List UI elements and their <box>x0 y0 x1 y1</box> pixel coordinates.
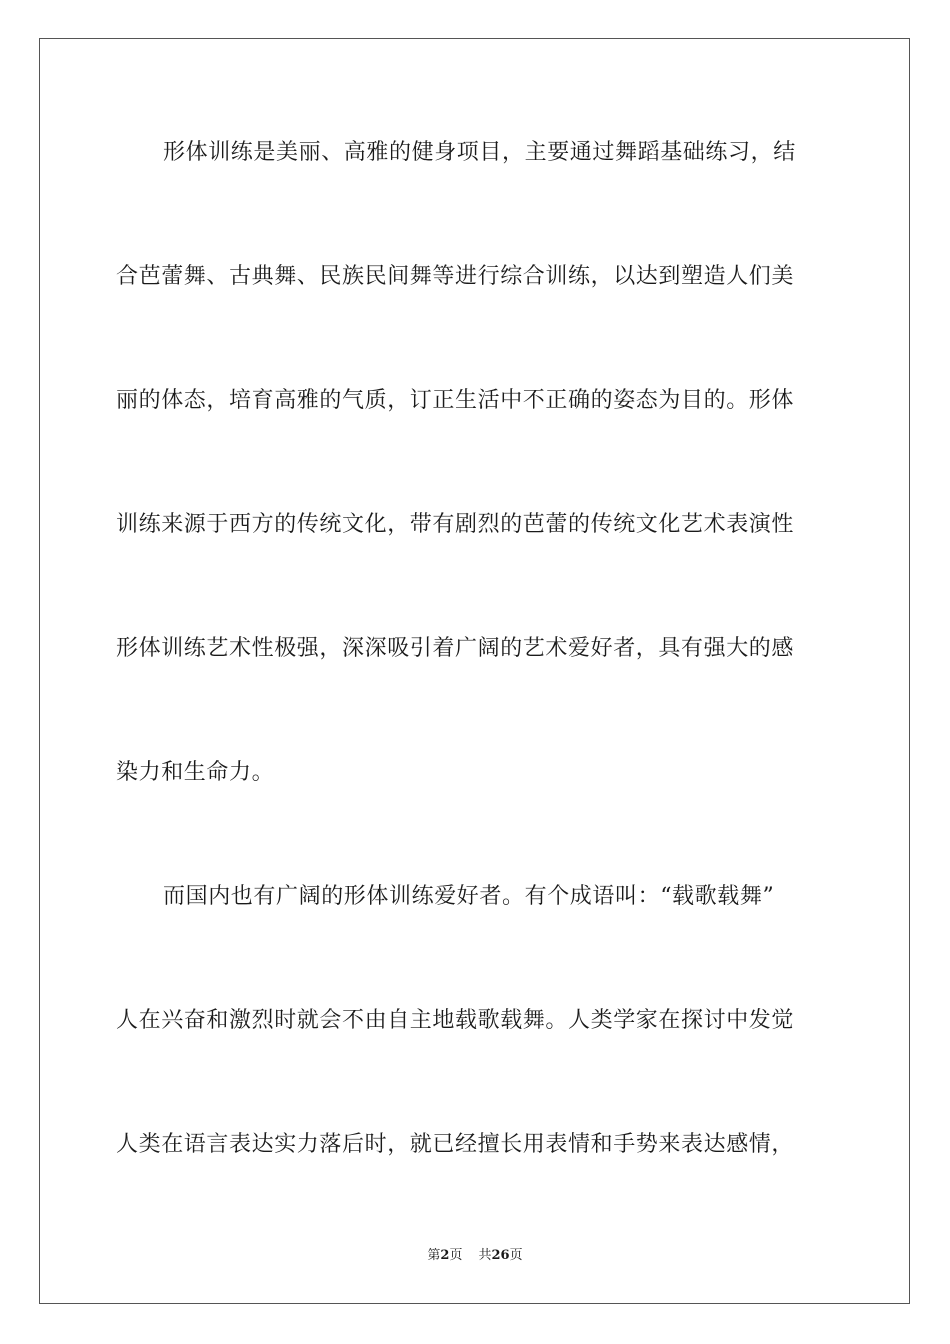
total-prefix: 共 <box>478 1248 492 1263</box>
paragraph-2-line-3: 人类在语言表达实力落后时，就已经擅长用表情和手势来表达感情， <box>116 1132 795 1157</box>
paragraph-1-line-1: 形体训练是美丽、高雅的健身项目，主要通过舞蹈基础练习，结 <box>163 140 796 165</box>
page-number: 2 <box>440 1248 450 1263</box>
total-suffix: 页 <box>509 1248 523 1263</box>
page-border <box>39 38 910 1304</box>
paragraph-1-line-2: 合芭蕾舞、古典舞、民族民间舞等进行综合训练，以达到塑造人们美 <box>116 264 795 289</box>
page-footer <box>0 1247 950 1265</box>
page-prefix: 第 <box>427 1248 441 1263</box>
paragraph-2-line-1: 而国内也有广阔的形体训练爱好者。有个成语叫：“载歌载舞” <box>163 884 775 909</box>
total-pages: 26 <box>491 1248 510 1263</box>
paragraph-1-line-6: 染力和生命力。 <box>116 760 275 785</box>
paragraph-2-line-2: 人在兴奋和激烈时就会不由自主地载歌载舞。人类学家在探讨中发觉 <box>116 1008 795 1033</box>
paragraph-1-line-4: 训练来源于西方的传统文化，带有剧烈的芭蕾的传统文化艺术表演性 <box>116 512 795 537</box>
paragraph-1-line-5: 形体训练艺术性极强，深深吸引着广阔的艺术爱好者，具有强大的感 <box>116 636 795 661</box>
paragraph-1-line-3: 丽的体态，培育高雅的气质，订正生活中不正确的姿态为目的。形体 <box>116 388 795 413</box>
page-suffix: 页 <box>449 1248 463 1263</box>
